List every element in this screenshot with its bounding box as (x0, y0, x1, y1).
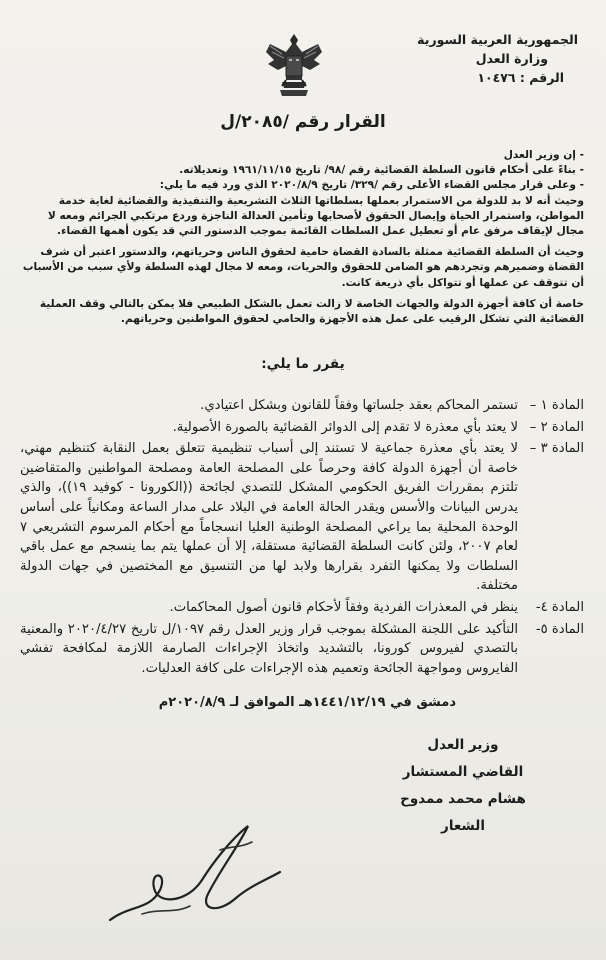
place-and-date: دمشق في ١٤٤١/١٢/١٩هـ الموافق لـ ٢٠٢٠/٨/٩م (158, 695, 456, 710)
syrian-eagle-emblem-icon (262, 30, 326, 102)
reference-number-value: ١٠٤٧٦ (477, 70, 516, 85)
article-label: المادة ٢ – (529, 419, 584, 435)
article-item (20, 598, 584, 618)
decides-heading: يقرر ما يلي: (261, 356, 345, 372)
article-item (20, 620, 584, 679)
article-label: المادة ١ – (529, 398, 584, 413)
handwritten-signature-icon (90, 810, 290, 940)
article-item (20, 396, 584, 416)
article-label: المادة ٥- (535, 621, 584, 637)
article-text: ينظر في المعذرات الفردية وفقاً لأحكام قانون أصول المحاكمات. (169, 599, 518, 615)
signatory-role: وزير العدل (427, 737, 499, 753)
preamble-line: - بناءً على أحكام قانون السلطة القضائية رقم /٩٨/ تاريخ ١٩٦١/١١/١٥ وتعديلاته. (179, 164, 584, 177)
article-item (20, 439, 584, 596)
preamble-paragraph: خاصة أن كافة أجهزة الدولة والجهات الخاصة لا زالت تعمل بالشكل الطبيعي فلا يمكن بالتالي وقف العملية القضائية التي تشكل الرقيب على عمل هذه الأجهزة والحامي لحقوق المواطنين وحرياتهم. (39, 297, 584, 326)
reference-number (417, 68, 564, 87)
article-label: المادة ٤- (535, 599, 584, 615)
articles-list (20, 396, 584, 680)
decision-title: القرار رقم /٢٠٨٥/ل (220, 112, 386, 132)
article-text: لا يعتد بأي معذرة جماعية لا تستند إلى أسباب تنظيمية تتعلق بعمل النقابة كتنظيم مهني، خاصة أن أجهزة الدولة كافة وحرصاً على المصلحة العامة ومصلحة المواطنين والمتقاضين تلتزم بمقررات الفريق الحكومي المشكل للتصدي لجائحة ((الكورونا - كوفيد ١٩))، والذي يدرس البيانات والأسس ويقدر الحالة العامة في البلاد على مدار الساعة ومكانياً على أساس الوحدة المحلية بما يراعي المصلحة الوطنية العليا انسجاماً مع أحكام المرسوم التشريعي ٧ لعام ٢٠٠٧، ولئن كانت السلطة القضائية مستقلة، إلا أن عملها يتم بما ينسجم مع عمل باقي السلطات ولا يمكنها التفرد بقرارها ولابد لها من التنسيق مع المختصين في جهات الدولة مختلفة. (20, 441, 518, 594)
preamble (20, 148, 584, 327)
article-item (20, 418, 584, 438)
article-text: تستمر المحاكم بعقد جلساتها وفقاً للقانون وبشكل اعتيادي. (200, 398, 518, 413)
reference-number-label: الرقم : (519, 70, 564, 85)
signatory-rank: القاضي المستشار (402, 764, 524, 780)
preamble-paragraph: وحيث أن السلطة القضائية ممثلة بالسادة القضاة حامية لحقوق الناس وحرياتهم، والدستور اعتبر أن شرف القضاة وضميرهم وتجردهم هو الضامن للحقوق والحريات، ومعه لا مجال لهذه السلطة ولأي سبب من الأسباب أن تتوقف عن عملها أو تتواكل بأي ذريعة كانت. (22, 246, 584, 289)
preamble-line: - وعلى قرار مجلس القضاء الأعلى رقم /٣٢٩/ تاريخ ٢٠٢٠/٨/٩ الذي ورد فيه ما يلي: (159, 179, 584, 192)
letterhead (417, 30, 578, 87)
preamble-paragraph: وحيث أنه لا بد للدولة من الاستمرار بعملها بسلطاتها الثلاث التشريعية والتنفيذية والقضائية لغاية خدمة المواطن، واستمرار الحياة وإيصال الحقوق لأصحابها وتأمين العدالة الناجزة وردع مرتكبي الجرائم ومعه لا مجال لإيقاف مرفق عام أو تعطيل عمل السلطات القائمة بموجب الدستور التي قد يكون أهمها القضاء. (47, 194, 584, 238)
preamble-line: - إن وزير العدل (503, 149, 584, 161)
article-label: المادة ٣ – (529, 441, 584, 457)
republic-name: الجمهورية العربية السورية (417, 32, 578, 47)
article-text: لا يعتد بأي معذرة لا تقدم إلى الدوائر القضائية بالصورة الأصولية. (172, 419, 518, 435)
signatory-block (388, 732, 538, 840)
ministry-name: وزارة العدل (475, 51, 548, 66)
signatory-name: هشام محمد ممدوح الشعار (400, 791, 526, 834)
article-text: التأكيد على اللجنة المشكلة بموجب قرار وزير العدل رقم ١٠٩٧/ل تاريخ ٢٠٢٠/٤/٢٧ والمعنية بالتصدي لفيروس كورونا، بالتشديد واتخاذ الإجراءات الصارمة اللازمة لمكافحة تفشي الفايروس ومواجهة الجائحة وتعميم هذه الإجراءات على كافة العدليات. (20, 621, 518, 676)
